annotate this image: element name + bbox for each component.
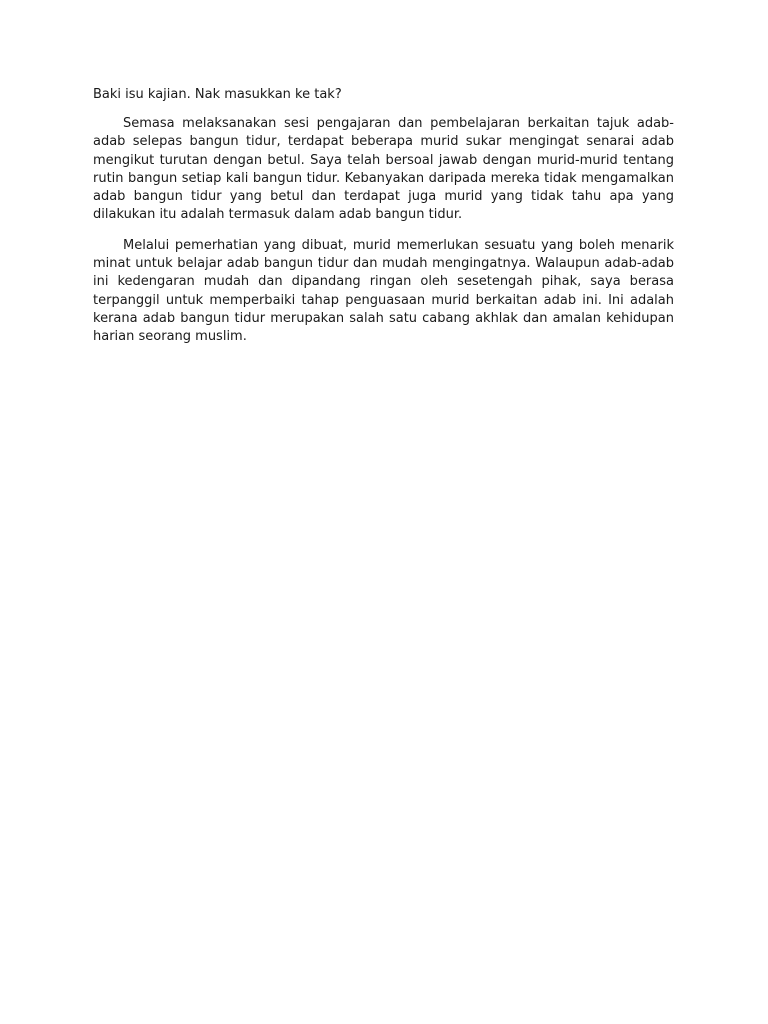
document-body [93,86,674,359]
paragraph-1: Semasa melaksanakan sesi pengajaran dan pembelajaran berkaitan tajuk adab-adab selepas bangun tidur, terdapat beberapa murid sukar mengingat senarai adab mengikut turutan dengan betul. Saya telah bersoal jawab dengan murid-murid tentang rutin bangun setiap kali bangun tidur. Kebanyakan daripada mereka tidak mengamalkan adab bangun tidur yang betul dan terdapat juga murid yang tidak tahu apa yang dilakukan itu adalah termasuk dalam adab bangun tidur. [93,116,674,223]
paragraph-2: Melalui pemerhatian yang dibuat, murid memerlukan sesuatu yang boleh menarik minat untuk belajar adab bangun tidur dan mudah mengingatnya. Walaupun adab-adab ini kedengaran mudah dan dipandang ringan oleh sesetengah pihak, saya berasa terpanggil untuk memperbaiki tahap penguasaan murid berkaitan adab ini. Ini adalah kerana adab bangun tidur merupakan salah satu cabang akhlak dan amalan kehidupan harian seorang muslim. [93,237,674,345]
document-heading-line: Baki isu kajian. Nak masukkan ke tak? [93,87,342,102]
